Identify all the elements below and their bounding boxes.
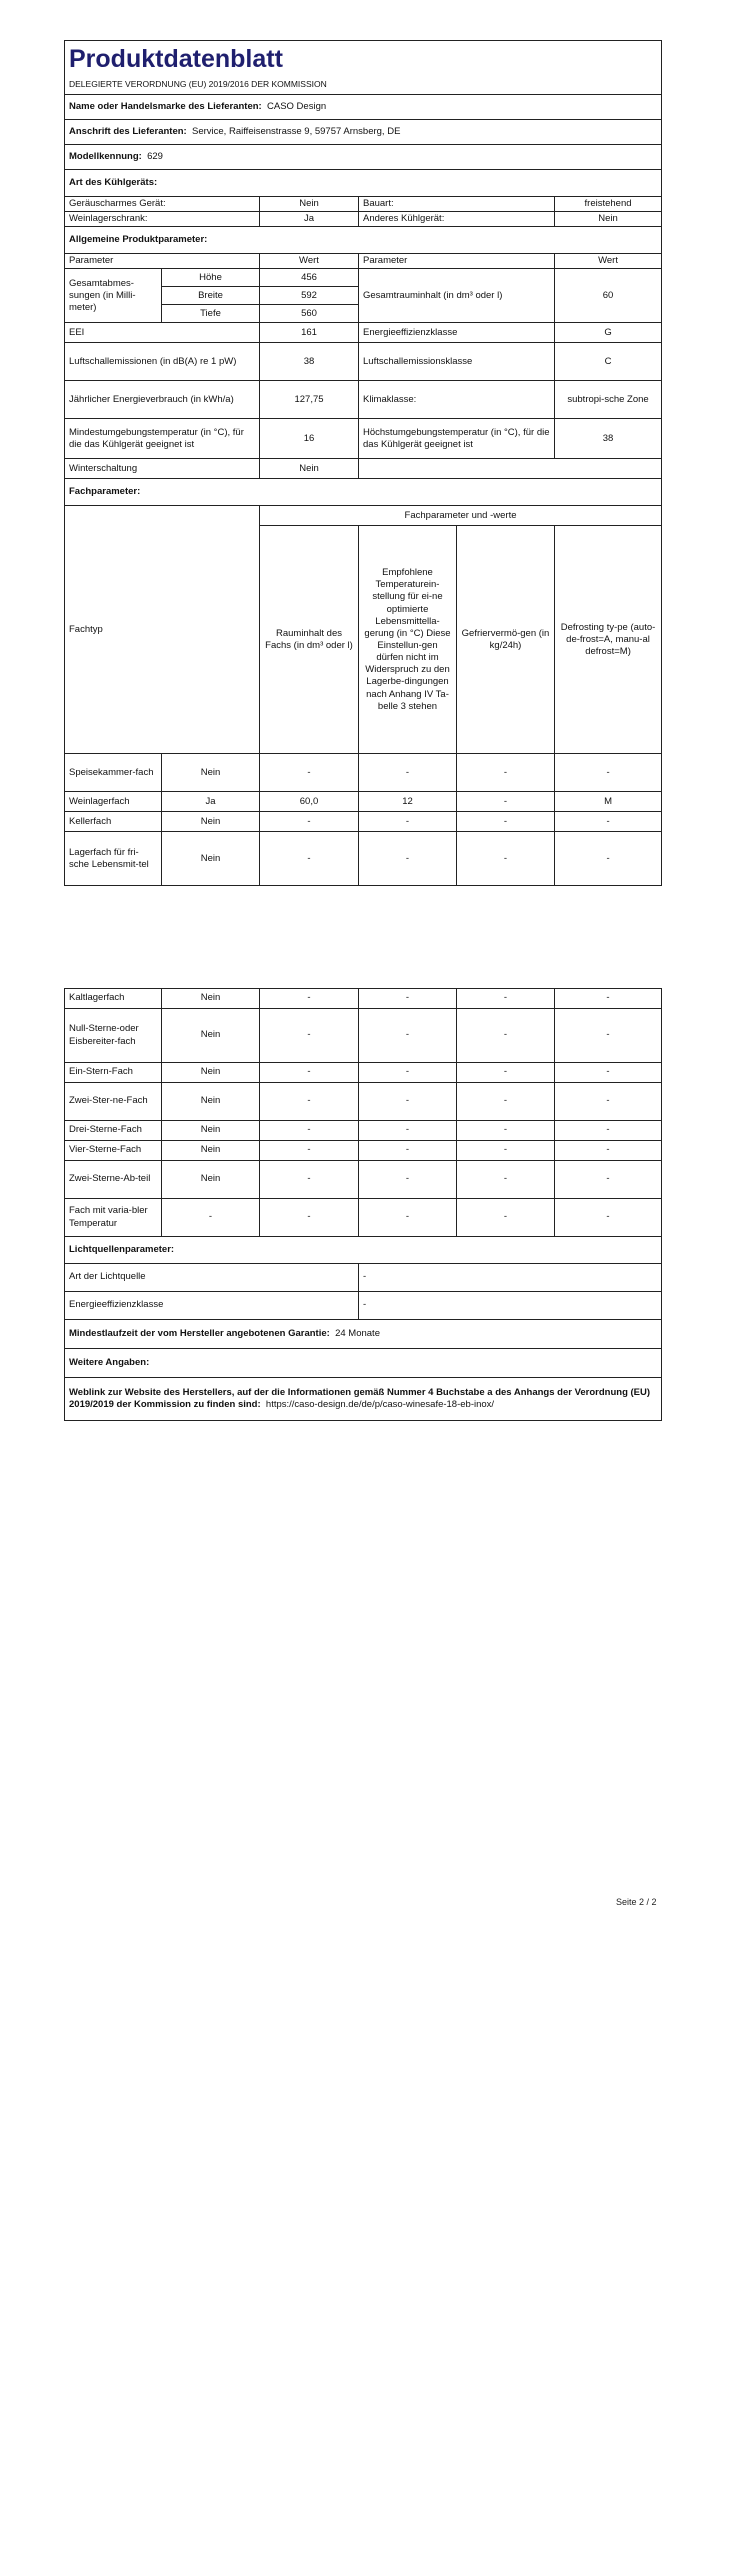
compartment-value: -	[260, 1009, 359, 1063]
compartment-name: Lagerfach für fri-sche Lebensmit-tel	[65, 832, 162, 886]
compartment-name: Weinlagerfach	[65, 792, 162, 812]
compartment-value: -	[457, 989, 555, 1009]
compartment-value: -	[359, 989, 457, 1009]
compartment-value: -	[555, 1121, 662, 1141]
parameter-label: Luftschallemissionsklasse	[359, 343, 555, 381]
compartment-present: Nein	[162, 812, 260, 832]
compartment-present: Nein	[162, 1009, 260, 1063]
type-label: Weinlagerschrank:	[65, 212, 260, 227]
parameter-value: G	[555, 323, 662, 343]
compartment-value: -	[359, 1121, 457, 1141]
regulation-subtitle: DELEGIERTE VERORDNUNG (EU) 2019/2016 DER KOMMISSION	[65, 75, 662, 95]
parameter-label: Mindestumgebungstemperatur (in °C), für die das Kühlgerät geeignet ist	[65, 419, 260, 459]
supplier-address-label: Anschrift des Lieferanten:	[69, 125, 187, 137]
supplier-name-value: CASO Design	[267, 100, 327, 112]
parameter-value: 38	[260, 343, 359, 381]
parameter-value: 38	[555, 419, 662, 459]
compartment-name: Kellerfach	[65, 812, 162, 832]
parameter-label: Energieeffizienzklasse	[359, 323, 555, 343]
compartment-value: -	[359, 832, 457, 886]
compartment-value: -	[359, 1063, 457, 1083]
compartment-value: -	[359, 1009, 457, 1063]
compartment-column-header: Empfohlene Temperaturein-stellung für ei-ne optimierte Lebensmittella-gerung (in °C) Diese Einstellun-gen dürfen nicht im Widerspruch zu den Lagerbe-dingungen nach Anhang IV Ta-belle 3 stehen	[359, 526, 457, 754]
light-type-value: -	[359, 1264, 662, 1292]
volume-label: Gesamtrauminhalt (in dm³ oder l)	[359, 269, 555, 323]
further-info-label: Weitere Angaben:	[65, 1349, 662, 1378]
compartment-params-header: Fachparameter und -werte	[260, 506, 662, 526]
compartment-present: Nein	[162, 1083, 260, 1121]
empty-cell	[359, 459, 662, 479]
weblink-row	[65, 1378, 662, 1421]
compartment-value: -	[457, 1141, 555, 1161]
datasheet-table-2	[64, 988, 662, 1421]
compartment-value: -	[555, 754, 662, 792]
compartment-column-header: Defrosting ty-pe (auto-de-frost=A, manu-al defrost=M)	[555, 526, 662, 754]
compartment-value: 12	[359, 792, 457, 812]
compartment-value: -	[359, 1141, 457, 1161]
compartment-value: -	[555, 1161, 662, 1199]
light-type-row	[65, 1264, 662, 1292]
compartment-present: Ja	[162, 792, 260, 812]
parameter-header-row	[65, 254, 662, 269]
parameter-row	[65, 323, 662, 343]
compartment-name: Kaltlagerfach	[65, 989, 162, 1009]
dimension-label: Breite	[162, 287, 260, 305]
dimension-value: 592	[260, 287, 359, 305]
compartment-row	[65, 1121, 662, 1141]
section-general-parameters: Allgemeine Produktparameter:	[65, 227, 662, 254]
compartment-present: Nein	[162, 1063, 260, 1083]
column-header-value: Wert	[555, 254, 662, 269]
parameter-value: subtropi-sche Zone	[555, 381, 662, 419]
compartment-value: -	[555, 989, 662, 1009]
compartment-row	[65, 989, 662, 1009]
parameter-label: Höchstumgebungstemperatur (in °C), für die das Kühlgerät geeignet ist	[359, 419, 555, 459]
compartment-value: -	[555, 832, 662, 886]
compartment-present: Nein	[162, 1121, 260, 1141]
compartment-row	[65, 1083, 662, 1121]
compartment-header-row	[65, 506, 662, 526]
compartment-name: Zwei-Sterne-Ab-teil	[65, 1161, 162, 1199]
type-label: Anderes Kühlgerät:	[359, 212, 555, 227]
dimension-value: 456	[260, 269, 359, 287]
supplier-name-row	[65, 95, 662, 120]
compartment-value: -	[555, 1199, 662, 1237]
compartment-value: -	[555, 1141, 662, 1161]
compartment-value: -	[260, 1083, 359, 1121]
winter-value: Nein	[260, 459, 359, 479]
compartment-value: 60,0	[260, 792, 359, 812]
supplier-name-label: Name oder Handelsmarke des Lieferanten:	[69, 100, 262, 112]
compartment-name: Ein-Stern-Fach	[65, 1063, 162, 1083]
supplier-address-value: Service, Raiffeisenstrasse 9, 59757 Arnsberg, DE	[192, 125, 401, 137]
page-title: Produktdatenblatt	[65, 41, 662, 76]
column-header-value: Wert	[260, 254, 359, 269]
light-class-value: -	[359, 1292, 662, 1320]
compartment-present: Nein	[162, 832, 260, 886]
compartment-name: Zwei-Ster-ne-Fach	[65, 1083, 162, 1121]
compartment-row	[65, 792, 662, 812]
compartment-value: -	[457, 1121, 555, 1141]
model-label: Modellkennung:	[69, 150, 142, 162]
type-value: Nein	[555, 212, 662, 227]
compartment-name: Vier-Sterne-Fach	[65, 1141, 162, 1161]
compartment-value: -	[457, 1199, 555, 1237]
parameter-row	[65, 343, 662, 381]
type-value: Ja	[260, 212, 359, 227]
compartment-value: -	[457, 1083, 555, 1121]
type-value: Nein	[260, 197, 359, 212]
dimension-label: Tiefe	[162, 305, 260, 323]
compartment-value: -	[359, 1083, 457, 1121]
compartment-row	[65, 1141, 662, 1161]
section-light-source: Lichtquellenparameter:	[65, 1237, 662, 1264]
compartment-value: -	[457, 754, 555, 792]
compartment-value: -	[359, 1199, 457, 1237]
parameter-label: EEI	[65, 323, 260, 343]
compartment-row	[65, 812, 662, 832]
parameter-value: 161	[260, 323, 359, 343]
compartment-value: -	[457, 792, 555, 812]
light-class-label: Energieeffizienzklasse	[65, 1292, 359, 1320]
weblink-label: Weblink zur Website des Herstellers, auf der die Informationen gemäß Nummer 4 Buchstabe a des Anhangs der Verordnung (EU) 2019/2019 der Kommission zu finden sind:	[69, 1386, 651, 1410]
volume-value: 60	[555, 269, 662, 323]
compartment-column-header: Rauminhalt des Fachs (in dm³ oder l)	[260, 526, 359, 754]
compartment-value: -	[260, 989, 359, 1009]
section-appliance-type: Art des Kühlgeräts:	[65, 170, 662, 197]
datasheet-page-1	[64, 40, 661, 886]
compartment-value: -	[457, 1161, 555, 1199]
compartment-value: -	[359, 754, 457, 792]
compartment-column-header: Gefriervermö-gen (in kg/24h)	[457, 526, 555, 754]
compartment-value: -	[457, 1063, 555, 1083]
dimension-row	[65, 269, 662, 287]
compartment-present: -	[162, 1199, 260, 1237]
datasheet-page-2	[64, 988, 661, 1421]
parameter-label: Luftschallemissionen (in dB(A) re 1 pW)	[65, 343, 260, 381]
warranty-value: 24 Monate	[335, 1327, 380, 1339]
compartment-present: Nein	[162, 754, 260, 792]
compartment-name: Fach mit varia-bler Temperatur	[65, 1199, 162, 1237]
weblink-url[interactable]: https://caso-design.de/de/p/caso-winesafe-18-eb-inox/	[265, 1399, 495, 1410]
compartment-name: Null-Sterne-oder Eisbereiter-fach	[65, 1009, 162, 1063]
compartment-name: Drei-Sterne-Fach	[65, 1121, 162, 1141]
parameter-label: Jährlicher Energieverbrauch (in kWh/a)	[65, 381, 260, 419]
datasheet-table-1	[64, 40, 662, 886]
winter-label: Winterschaltung	[65, 459, 260, 479]
compartment-row	[65, 832, 662, 886]
compartment-value: -	[555, 1063, 662, 1083]
compartment-row	[65, 1009, 662, 1063]
winter-row	[65, 459, 662, 479]
type-row	[65, 212, 662, 227]
parameter-label: Klimaklasse:	[359, 381, 555, 419]
parameter-value: 127,75	[260, 381, 359, 419]
type-label: Bauart:	[359, 197, 555, 212]
compartment-value: -	[359, 812, 457, 832]
compartment-value: -	[359, 1161, 457, 1199]
column-header-parameter: Parameter	[65, 254, 260, 269]
light-type-label: Art der Lichtquelle	[65, 1264, 359, 1292]
parameter-row	[65, 381, 662, 419]
compartment-row	[65, 1161, 662, 1199]
dimensions-label: Gesamtabmes-sungen (in Milli-meter)	[65, 269, 162, 323]
compartment-value: -	[260, 1141, 359, 1161]
warranty-row	[65, 1320, 662, 1349]
compartment-row	[65, 754, 662, 792]
section-compartment-parameters: Fachparameter:	[65, 479, 662, 506]
parameter-value: C	[555, 343, 662, 381]
compartment-value: -	[260, 1161, 359, 1199]
light-class-row	[65, 1292, 662, 1320]
compartment-present: Nein	[162, 989, 260, 1009]
dimension-value: 560	[260, 305, 359, 323]
type-value: freistehend	[555, 197, 662, 212]
model-value: 629	[147, 150, 163, 162]
compartment-value: -	[457, 1009, 555, 1063]
compartment-row	[65, 1063, 662, 1083]
compartment-value: -	[260, 832, 359, 886]
type-label: Geräuscharmes Gerät:	[65, 197, 260, 212]
parameter-row	[65, 419, 662, 459]
compartment-value: -	[555, 1009, 662, 1063]
compartment-present: Nein	[162, 1141, 260, 1161]
compartment-present: Nein	[162, 1161, 260, 1199]
compartment-value: -	[260, 812, 359, 832]
column-header-parameter: Parameter	[359, 254, 555, 269]
dimension-label: Höhe	[162, 269, 260, 287]
compartment-value: -	[260, 754, 359, 792]
compartment-value: M	[555, 792, 662, 812]
compartment-name: Speisekammer-fach	[65, 754, 162, 792]
compartment-value: -	[260, 1121, 359, 1141]
model-row	[65, 145, 662, 170]
compartment-value: -	[260, 1063, 359, 1083]
compartment-type-header: Fachtyp	[65, 506, 260, 754]
type-row	[65, 197, 662, 212]
parameter-value: 16	[260, 419, 359, 459]
page-number: Seite 2 / 2	[616, 1897, 657, 1907]
compartment-value: -	[555, 1083, 662, 1121]
compartment-row	[65, 1199, 662, 1237]
compartment-value: -	[457, 812, 555, 832]
warranty-label: Mindestlaufzeit der vom Hersteller angebotenen Garantie:	[69, 1327, 330, 1339]
supplier-address-row	[65, 120, 662, 145]
compartment-value: -	[555, 812, 662, 832]
compartment-value: -	[457, 832, 555, 886]
compartment-value: -	[260, 1199, 359, 1237]
